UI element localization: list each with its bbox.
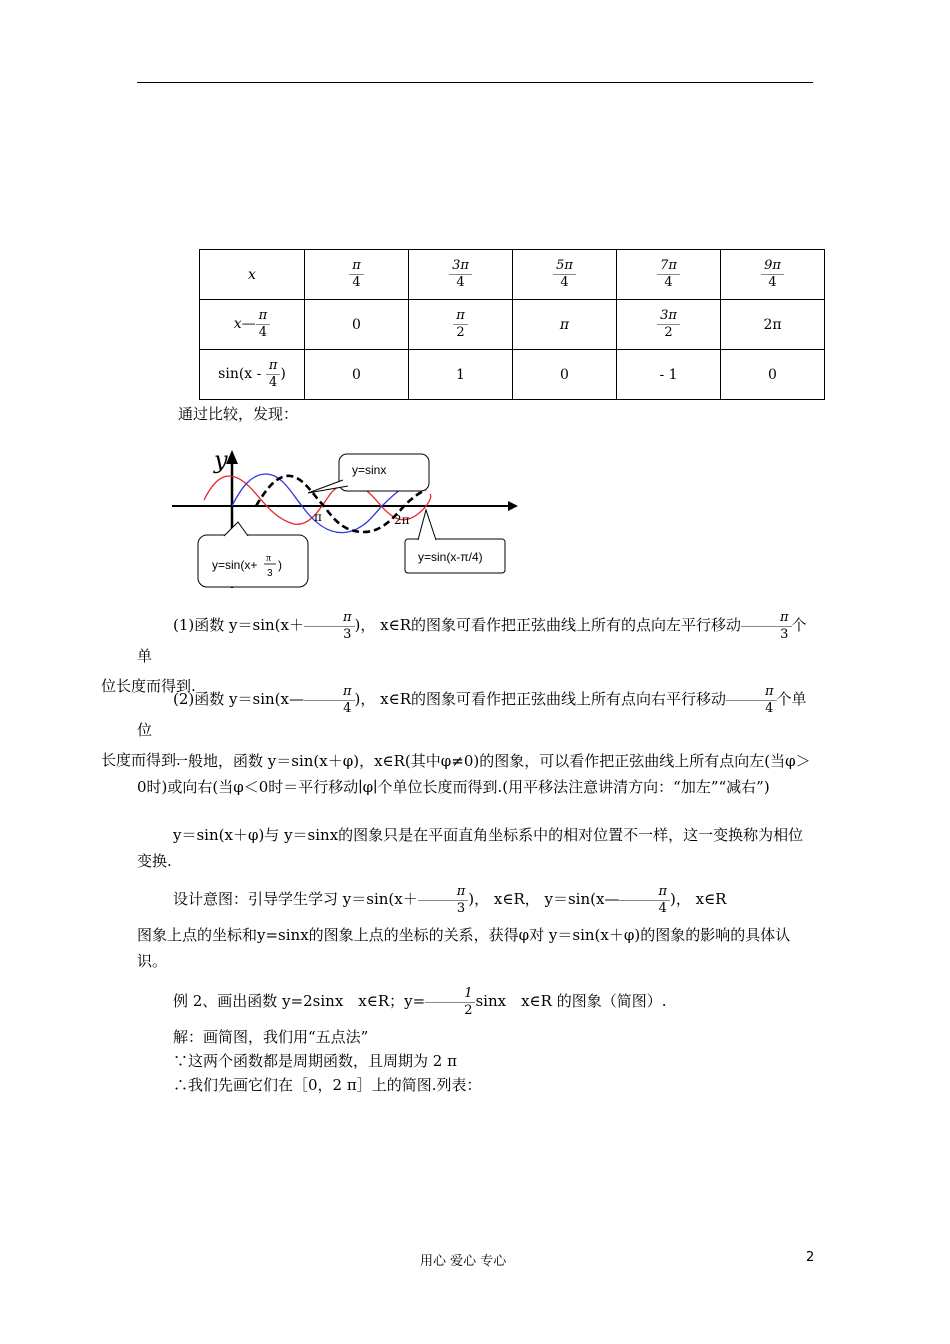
sine-shift-figure <box>168 440 518 596</box>
table-cell: $\frac{3\pi}{4}$ <box>409 250 513 300</box>
table-cell: $\frac{3\pi}{2}$ <box>617 300 721 350</box>
paragraph-1: (1)函数 y＝sin(x＋ $\frac{\pi}{3}$ )， x∈R的图象可看作把正弦曲线上所有的点向左平行移动 $\frac{\pi}{3}$ 个单 位长度而得到. <box>101 609 807 696</box>
paragraph-5: 设计意图：引导学生学习 y＝sin(x＋ $\frac{\pi}{3}$ )， x∈R， y＝sin(x— $\frac{\pi}{4}$ )， x∈R <box>173 883 727 916</box>
paragraph-3: 一般地，函数 y＝sin(x＋φ)，x∈R(其中φ≠0)的图象，可以看作把正弦曲线上所有点向左(当φ＞0时)或向右(当φ＜0时＝平行移动∣φ∣个单位长度而得到.(用平移法注意讲清方向：“加左”“减右”) <box>137 752 811 796</box>
value-table <box>199 249 825 400</box>
table-cell: 0 <box>513 350 617 400</box>
table-cell: - 1 <box>617 350 721 400</box>
paragraph-6: 例 2、画出函数 y=2sinx x∈R；y= $\frac{1}{2}$ sinx x∈R 的图象（简图）. <box>173 985 667 1018</box>
table-row <box>200 350 825 400</box>
table-row <box>200 250 825 300</box>
table-cell: $\frac{\pi}{4}$ <box>305 250 409 300</box>
x-axis-arrow <box>508 501 518 511</box>
compare-text: 通过比较，发现： <box>178 405 299 423</box>
callout-minus-pointer <box>418 510 436 540</box>
page-number: 2 <box>806 1250 815 1265</box>
pi-label: π <box>314 510 322 524</box>
paragraph-7: 解：画简图，我们用“五点法” <box>173 1028 369 1046</box>
callout-plus-close: ) <box>278 558 282 572</box>
table-cell: $\frac{5\pi}{4}$ <box>513 250 617 300</box>
table-cell: 2π <box>721 300 825 350</box>
table-row <box>200 300 825 350</box>
header-rule <box>137 82 813 83</box>
y-axis-label: y <box>214 446 228 474</box>
table-cell: $\frac{9\pi}{4}$ <box>721 250 825 300</box>
paragraph-4: y＝sin(x＋φ)与 y＝sinx的图象只是在平面直角坐标系中的相对位置不一样，这一变换称为相位变换. <box>137 826 804 870</box>
y-axis-arrow <box>226 450 238 464</box>
callout-sinx-text: y=sinx <box>352 463 387 477</box>
callout-minus-text: y=sin(x-π/4) <box>418 550 483 564</box>
callout-sinx-pointer <box>308 480 348 493</box>
table-cell: 0 <box>305 300 409 350</box>
paragraph-2: (2)函数 y＝sin(x— $\frac{\pi}{4}$ )， x∈R的图象可看作把正弦曲线上所有点向右平行移动 $\frac{\pi}{4}$ 个单位 长度而得到. <box>101 683 807 770</box>
callout-plus-pointer <box>224 522 248 536</box>
footer-slogan: 用心 爱心 专心 <box>420 1254 507 1269</box>
paragraph-8: ∵这两个函数都是周期函数，且周期为 2 π <box>173 1052 457 1070</box>
paragraph-5-cont: 图象上点的坐标和y=sinx的图象上点的坐标的关系，获得φ对 y＝sin(x＋φ)的图象的影响的具体认识。 <box>137 926 791 970</box>
table-cell: π <box>513 300 617 350</box>
paragraph-9: ∴我们先画它们在［0，2 π］上的简图.列表： <box>173 1076 482 1094</box>
callout-plus-den: 3 <box>267 568 273 579</box>
row-head: sin(x - $\frac{\pi}{4}$ ) <box>200 350 305 400</box>
table-cell: 1 <box>409 350 513 400</box>
table-cell: 0 <box>721 350 825 400</box>
table-cell: $\frac{\pi}{2}$ <box>409 300 513 350</box>
table-cell: $\frac{7\pi}{4}$ <box>617 250 721 300</box>
two-pi-label: 2π <box>394 513 410 527</box>
callout-plus-num: π <box>266 553 272 564</box>
table-cell: 0 <box>305 350 409 400</box>
row-head: x <box>200 250 305 300</box>
row-head: x— $\frac{\pi}{4}$ <box>200 300 305 350</box>
callout-plus-text: y=sin(x+ <box>212 558 258 572</box>
